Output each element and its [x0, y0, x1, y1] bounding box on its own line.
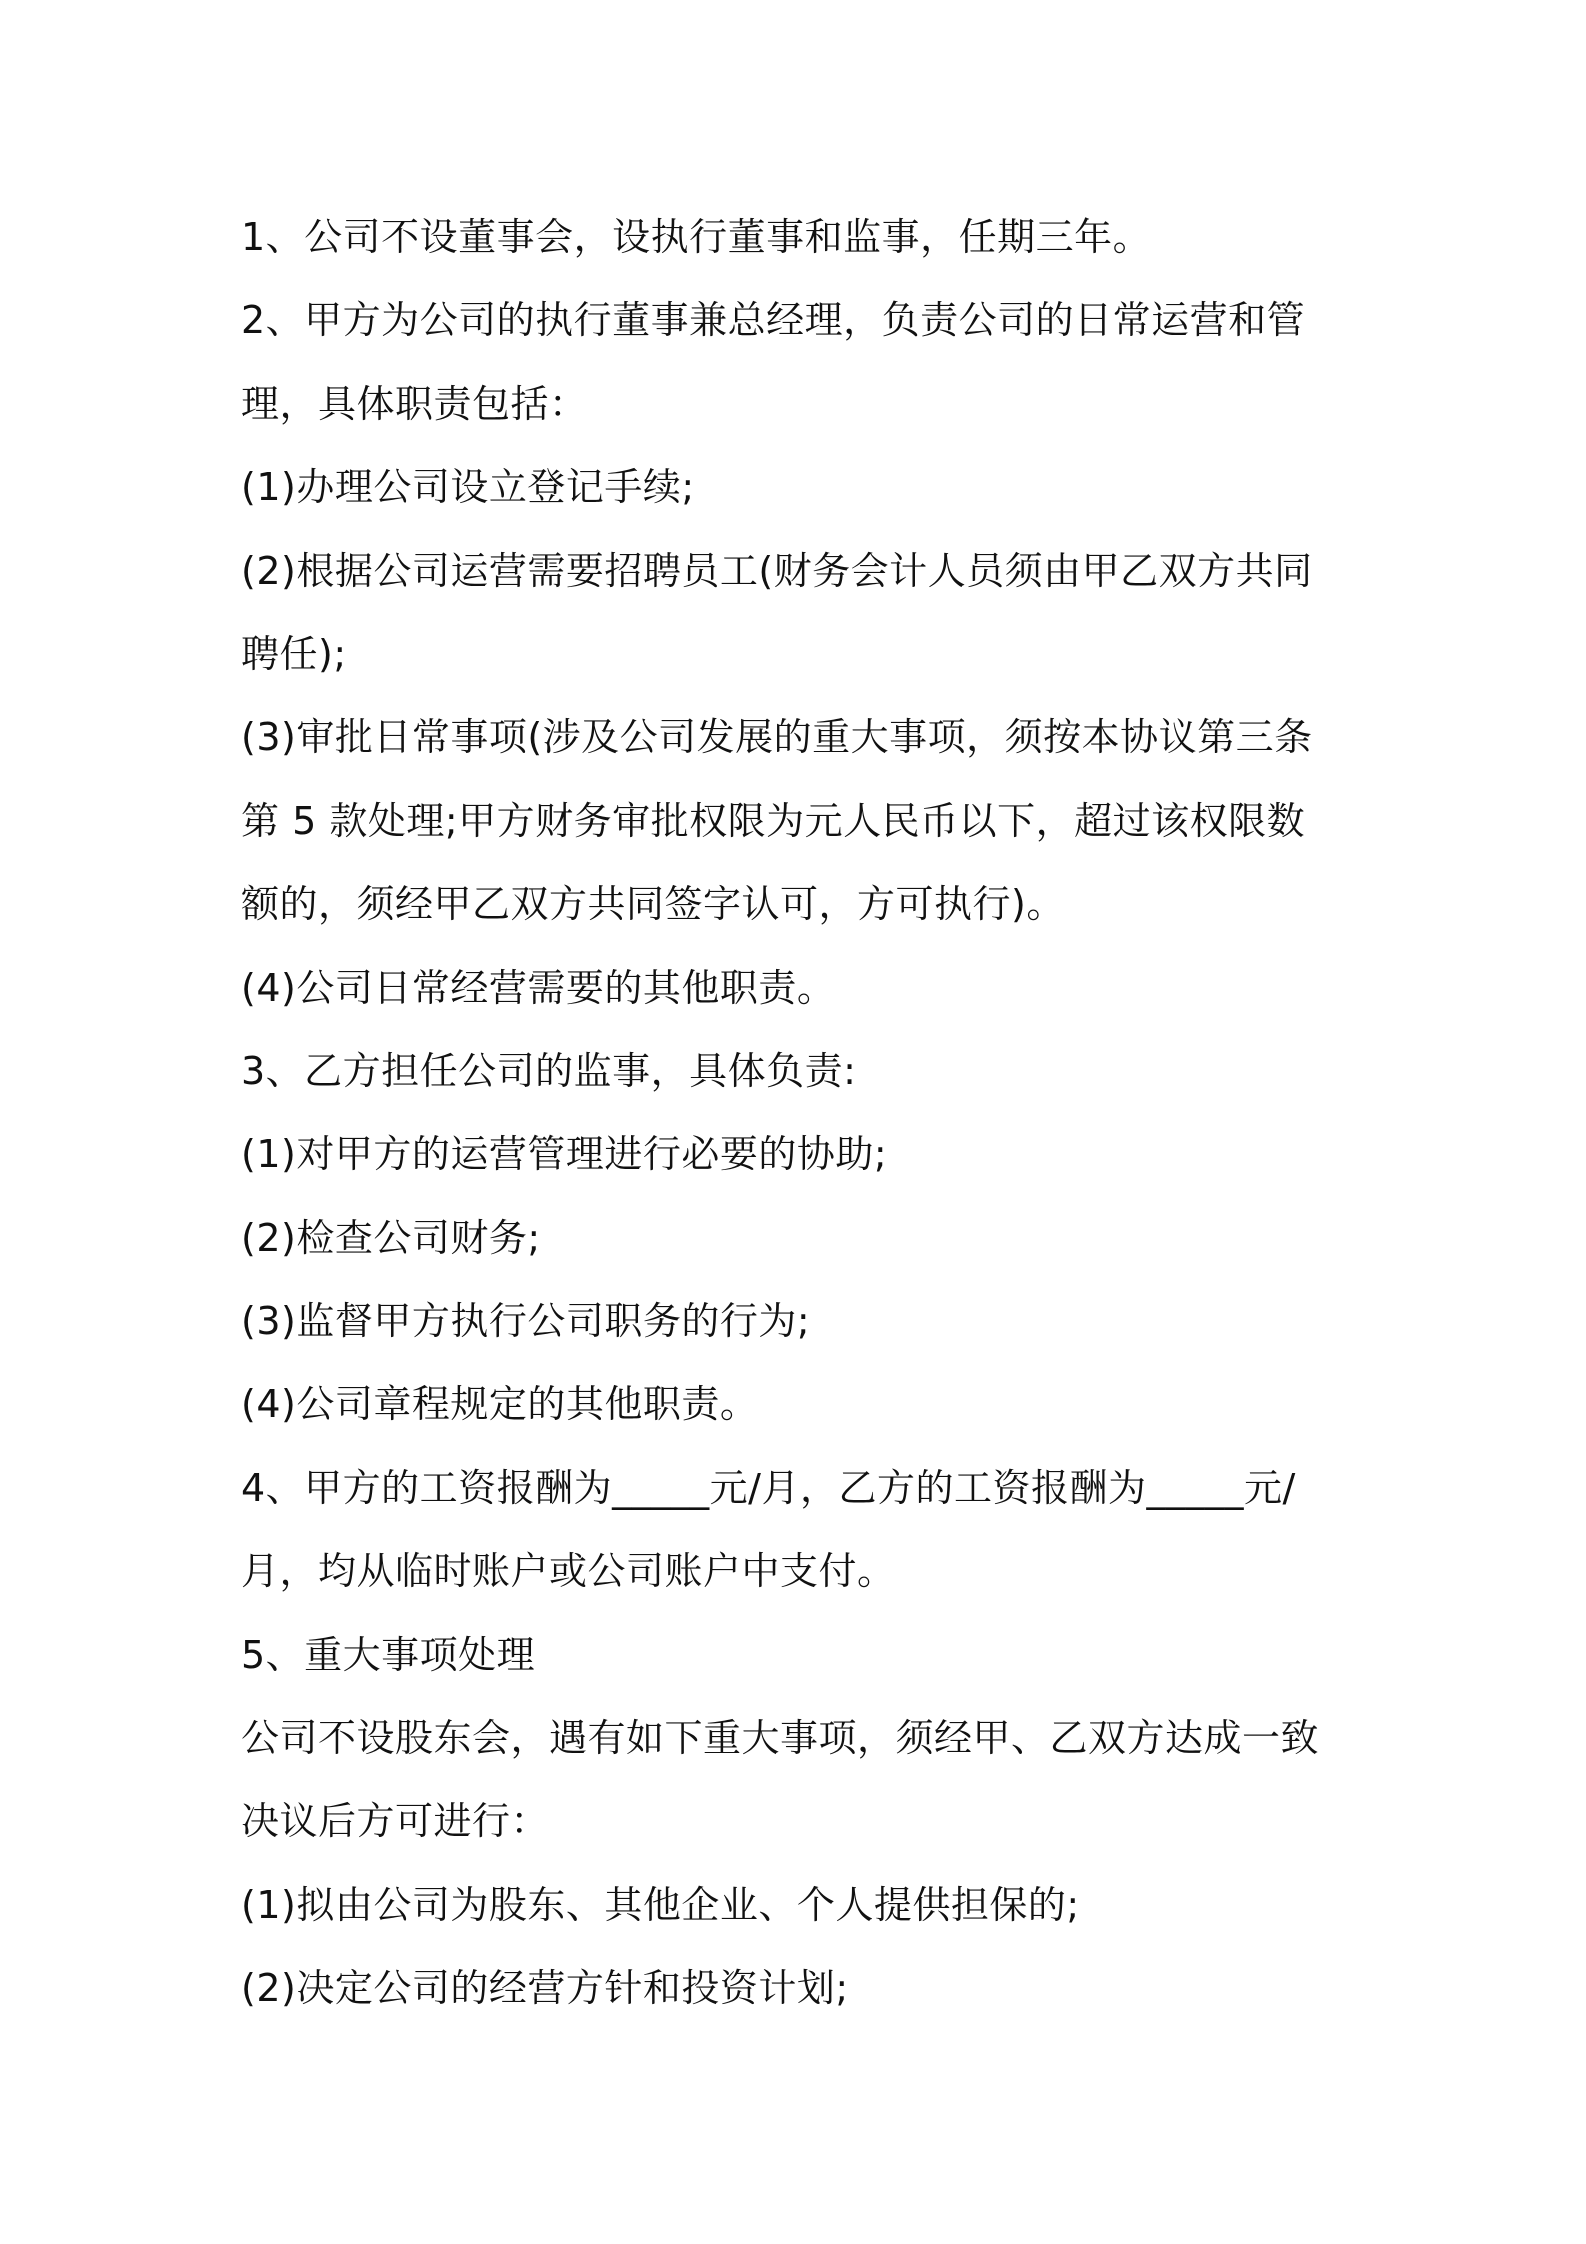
- text-line: 第 5 款处理;甲方财务审批权限为元人民币以下，超过该权限数: [241, 798, 1306, 843]
- text-line: 1、公司不设董事会，设执行董事和监事，任期三年。: [241, 215, 1152, 259]
- text-line: (2)决定公司的经营方针和投资计划;: [241, 1966, 849, 2011]
- text-line: 理，具体职责包括：: [241, 381, 588, 426]
- text-line: 5、重大事项处理: [241, 1632, 536, 1677]
- text-line: (4)公司日常经营需要的其他职责。: [241, 965, 836, 1010]
- text-line: (1)办理公司设立登记手续;: [241, 465, 695, 510]
- text-line: 聘任);: [241, 631, 347, 676]
- text-line: 4、甲方的工资报酬为_____元/月，乙方的工资报酬为_____元/: [241, 1465, 1296, 1510]
- text-line: 决议后方可进行：: [241, 1799, 550, 1844]
- text-line: 月，均从临时账户或公司账户中支付。: [241, 1549, 896, 1594]
- text-line: (1)对甲方的运营管理进行必要的协助;: [241, 1132, 888, 1177]
- text-line: (2)根据公司运营需要招聘员工(财务会计人员须由甲乙双方共同: [241, 548, 1313, 593]
- text-line: 3、乙方担任公司的监事，具体负责:: [241, 1048, 857, 1093]
- text-line: 2、甲方为公司的执行董事兼总经理，负责公司的日常运营和管: [241, 298, 1306, 343]
- text-line: (4)公司章程规定的其他职责。: [241, 1382, 759, 1427]
- text-line: (1)拟由公司为股东、其他企业、个人提供担保的;: [241, 1882, 1080, 1927]
- text-line: 公司不设股东会，遇有如下重大事项，须经甲、乙双方达成一致: [241, 1716, 1320, 1761]
- text-line: 额的，须经甲乙双方共同签字认可，方可执行)。: [241, 882, 1065, 927]
- document-body: [241, 196, 1361, 2031]
- text-line: (3)监督甲方执行公司职务的行为;: [241, 1299, 811, 1344]
- text-line: (2)检查公司财务;: [241, 1215, 541, 1260]
- text-line: (3)审批日常事项(涉及公司发展的重大事项，须按本协议第三条: [241, 715, 1313, 760]
